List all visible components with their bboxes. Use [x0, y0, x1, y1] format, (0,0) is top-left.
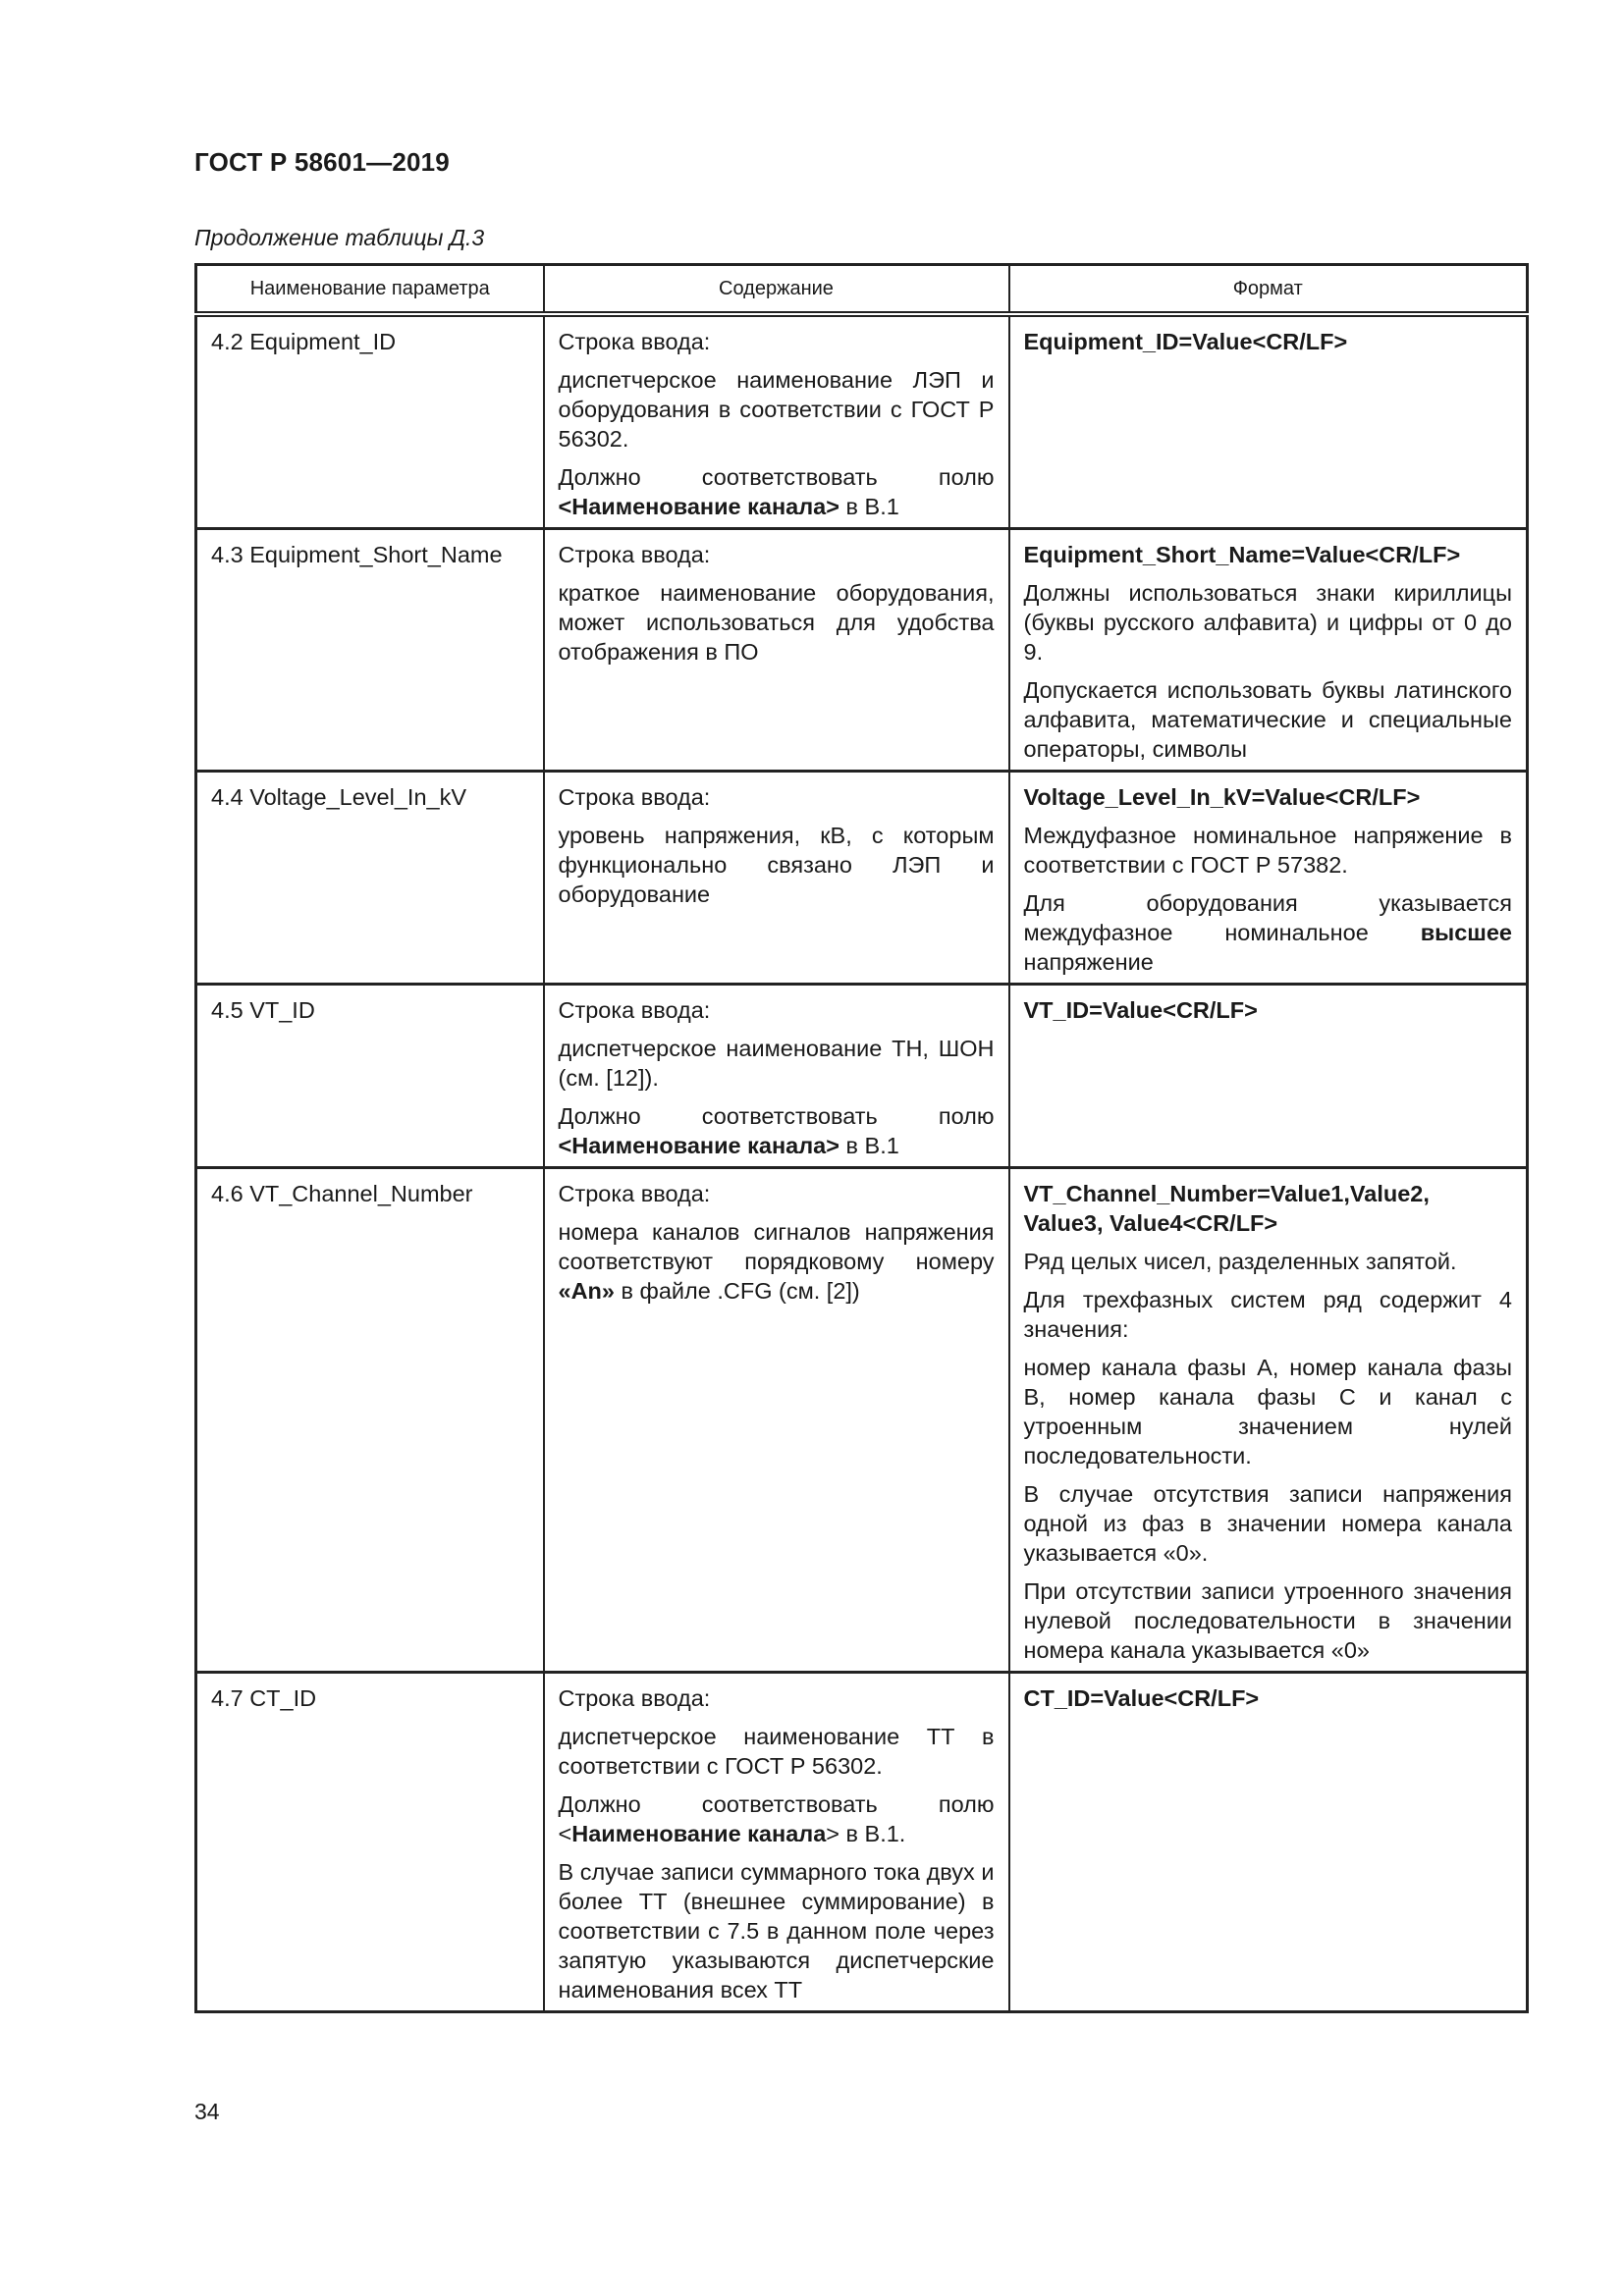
- cell-paragraph: [559, 462, 995, 521]
- parameter-format-cell: [1009, 1673, 1528, 2012]
- column-header-name: Наименование параметра: [196, 265, 544, 315]
- cell-paragraph: [1024, 782, 1513, 812]
- cell-paragraph: номер канала фазы А, номер канала фазы В, номер канала фазы С и канал с утроенным значением нулей последовательности.: [1023, 1355, 1512, 1468]
- table-row: [196, 985, 1528, 1168]
- plain-text: в В.1: [839, 494, 899, 519]
- cell-paragraph: Строка ввода:: [558, 1685, 711, 1711]
- parameters-table: [194, 263, 1529, 2013]
- parameter-format-cell: [1009, 314, 1528, 529]
- bold-text: VT_Channel_Number=Value1,Value2, Value3, Value4<CR/LF>: [1023, 1181, 1430, 1236]
- cell-paragraph: [559, 1217, 995, 1306]
- plain-text: в В.1: [839, 1133, 899, 1158]
- table-row: [196, 529, 1528, 772]
- parameter-name-cell: 4.5 VT_ID: [196, 985, 544, 1168]
- table-caption: Продолжение таблицы Д.3: [194, 225, 485, 250]
- cell-paragraph: диспетчерское наименование ТТ в соответствии с ГОСТ Р 56302.: [558, 1724, 995, 1779]
- cell-paragraph: Ряд целых чисел, разделенных запятой.: [1023, 1249, 1457, 1274]
- cell-paragraph: Строка ввода:: [558, 784, 711, 810]
- bold-text: <Наименование канала>: [558, 494, 839, 519]
- plain-text: Должно соответствовать полю: [558, 1103, 995, 1129]
- cell-paragraph: [1024, 540, 1513, 569]
- cell-paragraph: диспетчерское наименование ТН, ШОН (см. [12]).: [558, 1036, 995, 1091]
- table-row: [196, 1673, 1528, 2012]
- cell-paragraph: Строка ввода:: [558, 542, 711, 567]
- parameter-format-cell: [1009, 529, 1528, 772]
- cell-paragraph: Для трехфазных систем ряд содержит 4 значения:: [1023, 1287, 1512, 1342]
- cell-paragraph: диспетчерское наименование ЛЭП и оборудования в соответствии с ГОСТ Р 56302.: [558, 367, 995, 452]
- cell-paragraph: [559, 1101, 995, 1160]
- plain-text: номера каналов сигналов напряжения соответствуют порядковому номеру: [558, 1219, 995, 1274]
- bold-text: высшее: [1420, 920, 1512, 945]
- parameter-format-cell: [1009, 772, 1528, 985]
- parameter-format-cell: [1009, 1168, 1528, 1673]
- parameter-content-cell: [544, 1673, 1009, 2012]
- bold-text: VT_ID=Value<CR/LF>: [1023, 997, 1258, 1023]
- plain-text: Для оборудования указывается междуфазное номинальное: [1023, 890, 1512, 945]
- cell-paragraph: Строка ввода:: [558, 329, 711, 354]
- bold-text: Equipment_ID=Value<CR/LF>: [1023, 329, 1348, 354]
- parameter-name-cell: 4.3 Equipment_Short_Name: [196, 529, 544, 772]
- table-row: [196, 314, 1528, 529]
- table-header-row: [196, 265, 1528, 315]
- cell-paragraph: Строка ввода:: [558, 1181, 711, 1206]
- cell-paragraph: [1024, 1683, 1513, 1713]
- cell-paragraph: [1024, 995, 1513, 1025]
- table-row: [196, 1168, 1528, 1673]
- parameter-format-cell: [1009, 985, 1528, 1168]
- cell-paragraph: уровень напряжения, кВ, с которым функционально связано ЛЭП и оборудование: [558, 823, 995, 907]
- cell-paragraph: В случае записи суммарного тока двух и более ТТ (внешнее суммирование) в соответствии с 7.5 в данном поле через запятую указываются диспетчерские наименования всех ТТ: [558, 1859, 995, 2002]
- parameter-content-cell: [544, 314, 1009, 529]
- bold-text: Equipment_Short_Name=Value<CR/LF>: [1023, 542, 1461, 567]
- cell-paragraph: Допускается использовать буквы латинского алфавита, математические и специальные операторы, символы: [1023, 677, 1512, 762]
- bold-text: Voltage_Level_In_kV=Value<CR/LF>: [1023, 784, 1421, 810]
- parameter-name-cell: 4.2 Equipment_ID: [196, 314, 544, 529]
- bold-text: «An»: [558, 1278, 615, 1304]
- cell-paragraph: [1024, 888, 1513, 977]
- cell-paragraph: Строка ввода:: [558, 997, 711, 1023]
- cell-paragraph: [1024, 1179, 1513, 1238]
- document-header: ГОСТ Р 58601—2019: [194, 147, 450, 177]
- plain-text: в файле .CFG (см. [2]): [614, 1278, 860, 1304]
- cell-paragraph: При отсутствии записи утроенного значения нулевой последовательности в значении номера канала указывается «0»: [1023, 1578, 1512, 1663]
- plain-text: Должно соответствовать полю: [558, 464, 995, 490]
- page-number: 34: [194, 2099, 220, 2124]
- column-header-content: Содержание: [544, 265, 1009, 315]
- plain-text: напряжение: [1023, 949, 1154, 975]
- parameter-content-cell: [544, 985, 1009, 1168]
- cell-paragraph: краткое наименование оборудования, может использоваться для удобства отображения в ПО: [558, 580, 995, 665]
- bold-text: CT_ID=Value<CR/LF>: [1023, 1685, 1260, 1711]
- cell-paragraph: В случае отсутствия записи напряжения одной из фаз в значении номера канала указывается «0».: [1023, 1481, 1512, 1566]
- plain-text: Должно соответствовать полю <: [558, 1791, 995, 1846]
- parameter-name-cell: 4.6 VT_Channel_Number: [196, 1168, 544, 1673]
- cell-paragraph: Должны использоваться знаки кириллицы (буквы русского алфавита) и цифры от 0 до 9.: [1023, 580, 1512, 665]
- parameter-name-cell: 4.7 CT_ID: [196, 1673, 544, 2012]
- parameter-content-cell: [544, 1168, 1009, 1673]
- plain-text: > в В.1.: [826, 1821, 906, 1846]
- parameter-name-cell: 4.4 Voltage_Level_In_kV: [196, 772, 544, 985]
- parameter-content-cell: [544, 529, 1009, 772]
- cell-paragraph: [1024, 327, 1513, 356]
- table-body: [196, 314, 1528, 2012]
- cell-paragraph: [559, 1789, 995, 1848]
- parameter-content-cell: [544, 772, 1009, 985]
- column-header-format: Формат: [1009, 265, 1528, 315]
- cell-paragraph: Междуфазное номинальное напряжение в соответствии с ГОСТ Р 57382.: [1023, 823, 1512, 878]
- table-row: [196, 772, 1528, 985]
- bold-text: Наименование канала: [571, 1821, 827, 1846]
- bold-text: <Наименование канала>: [558, 1133, 839, 1158]
